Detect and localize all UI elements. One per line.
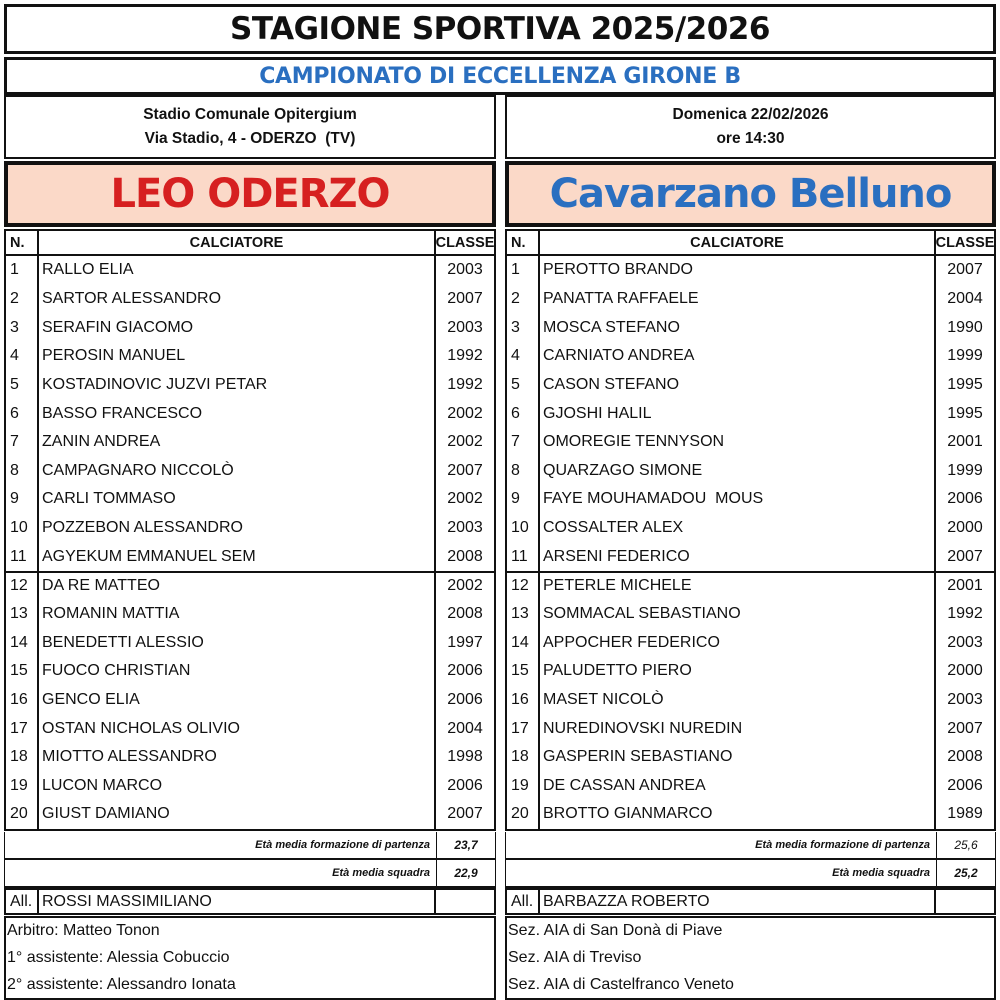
player-name: POZZEBON ALESSANDRO	[39, 514, 436, 543]
player-birth-year: 2007	[947, 719, 983, 737]
player-name: CASON STEFANO	[540, 371, 936, 400]
championship-box	[4, 57, 996, 95]
season-title: STAGIONE SPORTIVA 2025/2026	[230, 11, 770, 47]
player-birth-year: 2003	[947, 633, 983, 651]
player-row	[6, 342, 494, 371]
player-name: AGYEKUM EMMANUEL SEM	[39, 542, 436, 571]
player-number: 9	[507, 485, 540, 514]
player-birth-year: 2003	[447, 519, 483, 537]
player-number: 10	[6, 514, 39, 543]
player-birth-year: 2008	[447, 547, 483, 565]
column-player-header: CALCIATORE	[540, 231, 936, 254]
player-row	[507, 600, 994, 629]
player-birth-year: 2003	[447, 318, 483, 336]
home-team-name: LEO ODERZO	[4, 161, 496, 227]
player-row	[6, 686, 494, 715]
player-name: PANATTA RAFFAELE	[540, 285, 936, 314]
home-roster-header	[6, 231, 494, 256]
player-number: 1	[6, 256, 39, 285]
assistant-2-section: Sez. AIA di Castelfranco Veneto	[508, 975, 734, 993]
player-name: GIUST DAMIANO	[39, 800, 436, 829]
away-roster	[505, 229, 996, 831]
referee-team	[4, 916, 496, 1000]
player-name: MASET NICOLÒ	[540, 686, 936, 715]
player-row	[507, 428, 994, 457]
player-name: OSTAN NICHOLAS OLIVIO	[39, 714, 436, 743]
player-birth-year: 2008	[447, 605, 483, 622]
player-name: SERAFIN GIACOMO	[39, 313, 436, 342]
championship-title: CAMPIONATO DI ECCELLENZA GIRONE B	[259, 63, 741, 89]
player-number: 6	[507, 399, 540, 428]
player-name: SARTOR ALESSANDRO	[39, 285, 436, 314]
player-number: 13	[507, 600, 540, 629]
player-row	[6, 657, 494, 686]
player-birth-year: 1995	[947, 404, 983, 422]
player-row	[6, 256, 494, 285]
schedule-info	[505, 95, 996, 159]
player-name: PEROTTO BRANDO	[540, 256, 936, 285]
player-birth-year: 2003	[447, 261, 483, 279]
player-birth-year: 1998	[447, 748, 483, 766]
player-number: 20	[507, 800, 540, 829]
player-birth-year: 1992	[447, 375, 483, 393]
away-avg-team	[505, 860, 996, 888]
player-name: PEROSIN MANUEL	[39, 342, 436, 371]
player-birth-year: 2008	[947, 748, 983, 766]
player-number: 14	[6, 628, 39, 657]
player-name: KOSTADINOVIC JUZVI PETAR	[39, 371, 436, 400]
player-number: 8	[507, 456, 540, 485]
player-number: 4	[6, 342, 39, 371]
player-name: SOMMACAL SEBASTIANO	[540, 600, 936, 629]
away-roster-header	[507, 231, 994, 256]
player-row	[507, 542, 994, 571]
player-number: 10	[507, 514, 540, 543]
player-name: DE CASSAN ANDREA	[540, 772, 936, 801]
player-number: 16	[6, 686, 39, 715]
player-name: BENEDETTI ALESSIO	[39, 628, 436, 657]
avg-team-label: Età media squadra	[5, 860, 437, 886]
column-number-header: N.	[507, 231, 540, 254]
player-birth-year: 1999	[947, 461, 983, 479]
away-player-rows	[507, 256, 994, 829]
player-name: DA RE MATTEO	[39, 573, 436, 600]
player-number: 3	[507, 313, 540, 342]
coach-label: All.	[507, 890, 540, 913]
player-birth-year: 1990	[947, 318, 983, 336]
player-birth-year: 2006	[447, 776, 483, 794]
player-birth-year: 2002	[447, 433, 483, 451]
player-name: LUCON MARCO	[39, 772, 436, 801]
player-number: 7	[507, 428, 540, 457]
player-number: 6	[6, 399, 39, 428]
player-birth-year: 2001	[947, 433, 983, 451]
column-year-header: CLASSE	[435, 234, 495, 251]
player-birth-year: 1992	[447, 347, 483, 365]
player-name: COSSALTER ALEX	[540, 514, 936, 543]
stadium-name: Stadio Comunale Opitergium	[143, 106, 357, 123]
player-birth-year: 2002	[447, 490, 483, 508]
player-birth-year: 2004	[447, 719, 483, 737]
player-birth-year: 2003	[947, 690, 983, 708]
away-team-name: Cavarzano Belluno	[505, 161, 996, 227]
home-coach-row	[4, 888, 496, 915]
player-birth-year: 2004	[947, 289, 983, 307]
player-row	[507, 313, 994, 342]
season-title-box	[4, 4, 996, 54]
avg-team-value: 22,9	[454, 866, 478, 880]
player-number: 18	[6, 743, 39, 772]
player-row	[6, 714, 494, 743]
player-name: RALLO ELIA	[39, 256, 436, 285]
player-row	[6, 399, 494, 428]
player-name: GASPERIN SEBASTIANO	[540, 743, 936, 772]
player-number: 15	[6, 657, 39, 686]
player-row	[6, 456, 494, 485]
coach-empty-cell	[436, 890, 494, 913]
player-name: ROMANIN MATTIA	[39, 600, 436, 629]
player-number: 9	[6, 485, 39, 514]
player-row	[507, 371, 994, 400]
player-row	[507, 571, 994, 600]
column-number-header: N.	[6, 231, 39, 254]
avg-start-value: 25,6	[954, 838, 978, 852]
player-number: 13	[6, 600, 39, 629]
referee-section: Sez. AIA di San Donà di Piave	[508, 922, 723, 940]
player-name: CARLI TOMMASO	[39, 485, 436, 514]
player-name: GENCO ELIA	[39, 686, 436, 715]
referee: Arbitro: Matteo Tonon	[7, 922, 160, 940]
referee-sections	[505, 916, 996, 1000]
player-number: 19	[507, 772, 540, 801]
avg-start-value: 23,7	[454, 838, 478, 852]
match-date: Domenica 22/02/2026	[672, 106, 829, 123]
player-name: BASSO FRANCESCO	[39, 399, 436, 428]
player-row	[507, 772, 994, 801]
player-name: OMOREGIE TENNYSON	[540, 428, 936, 457]
player-birth-year: 2000	[947, 662, 983, 680]
player-number: 12	[507, 573, 540, 600]
player-birth-year: 2000	[947, 519, 983, 537]
away-coach-row	[505, 888, 996, 915]
player-row	[507, 456, 994, 485]
player-birth-year: 1992	[947, 605, 983, 622]
home-avg-team	[4, 860, 496, 888]
player-number: 11	[507, 542, 540, 571]
player-name: ZANIN ANDREA	[39, 428, 436, 457]
player-name: BROTTO GIANMARCO	[540, 800, 936, 829]
player-birth-year: 2006	[447, 662, 483, 680]
player-number: 20	[6, 800, 39, 829]
player-row	[507, 514, 994, 543]
avg-start-label: Età media formazione di partenza	[5, 832, 437, 858]
player-number: 3	[6, 313, 39, 342]
player-birth-year: 2007	[447, 461, 483, 479]
player-birth-year: 2006	[447, 690, 483, 708]
player-birth-year: 2007	[447, 289, 483, 307]
assistant-1-section: Sez. AIA di Treviso	[508, 949, 642, 966]
player-birth-year: 2002	[447, 404, 483, 422]
player-birth-year: 2002	[447, 577, 483, 595]
player-row	[507, 628, 994, 657]
player-number: 4	[507, 342, 540, 371]
home-roster	[4, 229, 496, 831]
player-birth-year: 2007	[947, 547, 983, 565]
player-name: PETERLE MICHELE	[540, 573, 936, 600]
avg-start-label: Età media formazione di partenza	[506, 832, 937, 858]
player-birth-year: 2007	[447, 805, 483, 823]
player-row	[6, 428, 494, 457]
player-row	[6, 542, 494, 571]
player-row	[507, 485, 994, 514]
player-row	[6, 800, 494, 829]
player-number: 7	[6, 428, 39, 457]
player-row	[6, 772, 494, 801]
player-number: 1	[507, 256, 540, 285]
player-birth-year: 2006	[947, 490, 983, 508]
player-row	[507, 743, 994, 772]
player-name: PALUDETTO PIERO	[540, 657, 936, 686]
player-name: NUREDINOVSKI NUREDIN	[540, 714, 936, 743]
player-name: MOSCA STEFANO	[540, 313, 936, 342]
avg-team-label: Età media squadra	[506, 860, 937, 886]
player-row	[507, 657, 994, 686]
player-birth-year: 1995	[947, 375, 983, 393]
player-name: CARNIATO ANDREA	[540, 342, 936, 371]
player-number: 5	[507, 371, 540, 400]
player-number: 15	[507, 657, 540, 686]
player-number: 5	[6, 371, 39, 400]
player-birth-year: 2007	[947, 261, 983, 279]
player-birth-year: 1999	[947, 347, 983, 365]
player-number: 11	[6, 542, 39, 571]
player-name: QUARZAGO SIMONE	[540, 456, 936, 485]
player-row	[507, 399, 994, 428]
player-name: GJOSHI HALIL	[540, 399, 936, 428]
player-row	[507, 800, 994, 829]
player-number: 2	[6, 285, 39, 314]
player-row	[6, 628, 494, 657]
player-row	[507, 714, 994, 743]
player-row	[6, 571, 494, 600]
player-name: CAMPAGNARO NICCOLÒ	[39, 456, 436, 485]
player-row	[6, 514, 494, 543]
player-name: ARSENI FEDERICO	[540, 542, 936, 571]
player-number: 17	[6, 714, 39, 743]
player-number: 18	[507, 743, 540, 772]
away-coach-name: BARBAZZA ROBERTO	[540, 890, 936, 913]
column-year-header: CLASSE	[935, 234, 995, 251]
player-birth-year: 2006	[947, 776, 983, 794]
player-row	[507, 256, 994, 285]
player-row	[507, 686, 994, 715]
stadium-address: Via Stadio, 4 - ODERZO (TV)	[144, 130, 356, 147]
player-birth-year: 1989	[947, 805, 983, 823]
venue-info	[4, 95, 496, 159]
player-row	[6, 743, 494, 772]
player-row	[6, 485, 494, 514]
player-row	[6, 371, 494, 400]
assistant-1: 1° assistente: Alessia Cobuccio	[7, 949, 230, 966]
home-coach-name: ROSSI MASSIMILIANO	[39, 890, 436, 913]
player-row	[6, 313, 494, 342]
player-number: 16	[507, 686, 540, 715]
match-sheet	[4, 4, 996, 996]
coach-label: All.	[6, 890, 39, 913]
column-player-header: CALCIATORE	[39, 231, 436, 254]
player-number: 8	[6, 456, 39, 485]
player-birth-year: 2001	[947, 577, 983, 595]
player-name: FAYE MOUHAMADOU MOUS	[540, 485, 936, 514]
coach-empty-cell	[936, 890, 994, 913]
player-number: 14	[507, 628, 540, 657]
home-avg-start	[4, 832, 496, 860]
player-number: 2	[507, 285, 540, 314]
player-row	[6, 285, 494, 314]
player-row	[507, 285, 994, 314]
avg-team-value: 25,2	[954, 866, 978, 880]
player-name: FUOCO CHRISTIAN	[39, 657, 436, 686]
player-birth-year: 1997	[447, 633, 483, 651]
player-number: 17	[507, 714, 540, 743]
player-name: MIOTTO ALESSANDRO	[39, 743, 436, 772]
player-number: 19	[6, 772, 39, 801]
player-row	[6, 600, 494, 629]
assistant-2: 2° assistente: Alessandro Ionata	[7, 975, 236, 993]
player-row	[507, 342, 994, 371]
match-time: ore 14:30	[716, 130, 785, 147]
player-number: 12	[6, 573, 39, 600]
away-avg-start	[505, 832, 996, 860]
player-name: APPOCHER FEDERICO	[540, 628, 936, 657]
home-player-rows	[6, 256, 494, 829]
